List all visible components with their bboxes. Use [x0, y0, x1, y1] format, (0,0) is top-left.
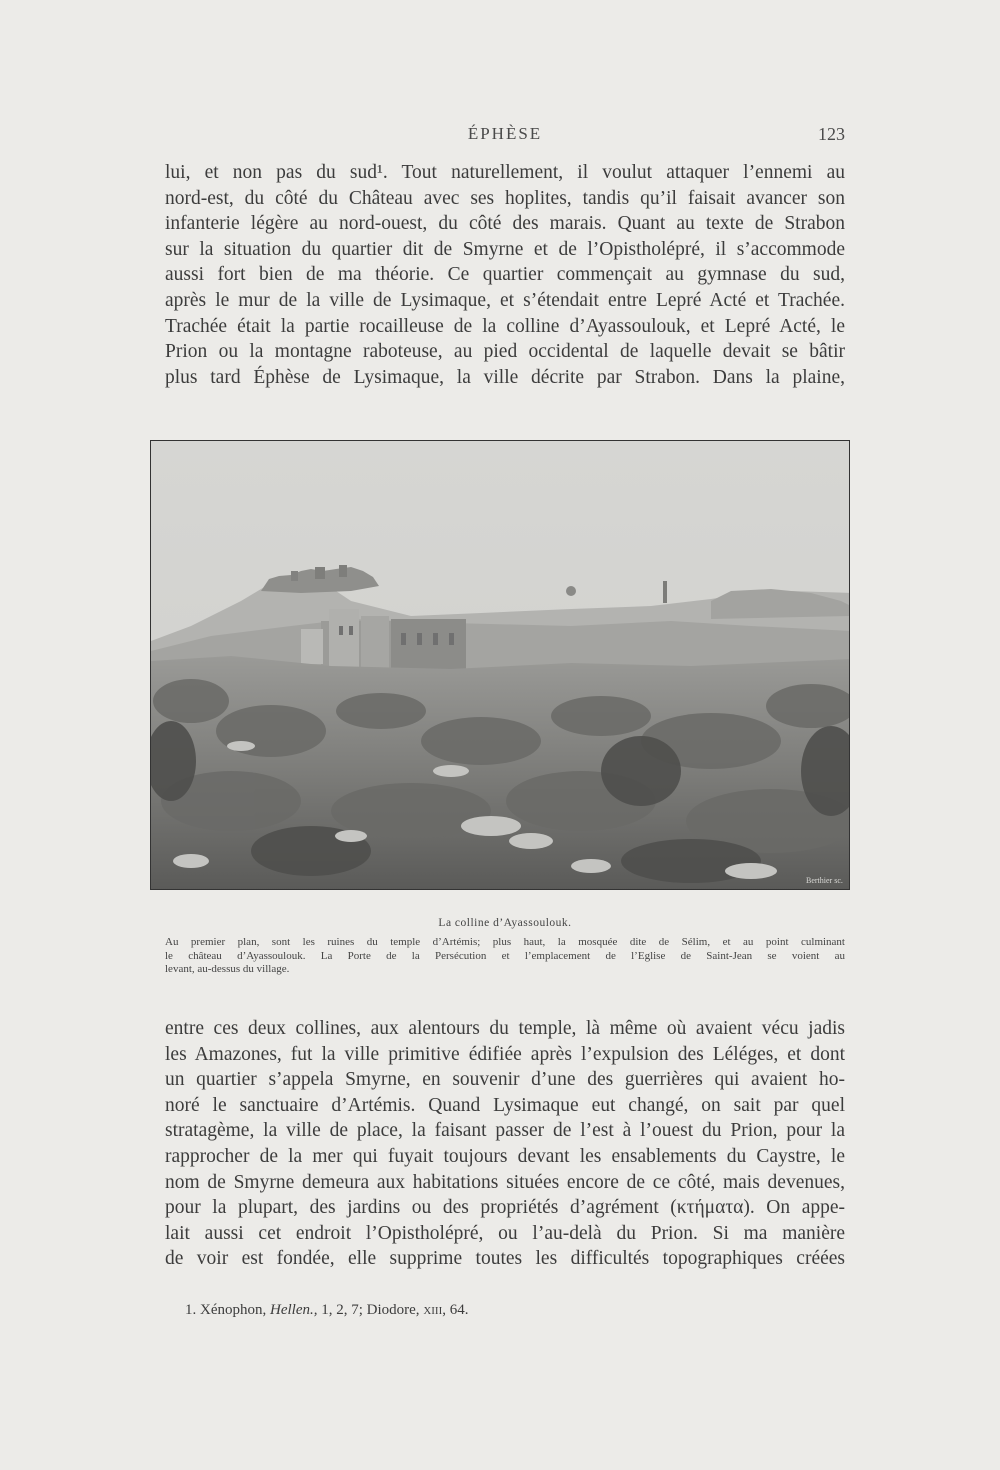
text-line: rapprocher de la mer qui fuyait toujours devant les ensablements du Caystre, le — [165, 1145, 845, 1167]
text-line: stratagème, la ville de place, la faisant passer de l’est à l’ouest du Prion, pour la — [165, 1120, 845, 1142]
paragraph-top — [165, 160, 845, 390]
caption-line: levant, au-dessus du village. — [165, 963, 290, 975]
paragraph-bottom — [165, 1016, 845, 1272]
text-line: aussi fort bien de ma théorie. Ce quartier commençait au gymnase du sud, — [165, 264, 845, 286]
footnote-author-2: Diodore, — [366, 1302, 420, 1318]
footnote-volume: xiii, — [423, 1302, 446, 1318]
footnote-ref: 1, 2, 7; — [321, 1302, 363, 1318]
text-line: Trachée était la partie rocailleuse de la colline d’Ayassoulouk, et Lepré Acté, le — [165, 315, 845, 337]
text-line: les Amazones, fut la ville primitive édifiée après l’expulsion des Léléges, et dont — [165, 1043, 845, 1065]
text-line: entre ces deux collines, aux alentours du temple, là même où avaient vécu jadis — [165, 1018, 845, 1039]
text-line: pour la plupart, des jardins ou des propriétés d’agrément (κτήματα). On appe- — [165, 1197, 845, 1219]
footnote-work: Hellen., — [270, 1302, 318, 1318]
text-line: de voir est fondée, elle supprime toutes les difficultés topographiques créées — [165, 1248, 845, 1270]
text-line: nom de Smyrne demeura aux habitations situées encore de ce côté, mais devenues, — [165, 1171, 845, 1193]
text-line: noré le sanctuaire d’Artémis. Quand Lysimaque eut changé, on sait par quel — [165, 1094, 845, 1116]
text-line: après le mur de la ville de Lysimaque, et s’étendait entre Lepré Acté et Trachée. — [165, 289, 845, 311]
figure-caption-title: La colline d’Ayassoulouk. — [438, 917, 572, 929]
photograph-ayassoulouk-hill — [150, 440, 850, 890]
figure-caption — [165, 936, 845, 977]
text-line: nord-est, du côté du Château avec ses hoplites, tandis qu’il faisait avancer son — [165, 187, 845, 209]
text-line: un quartier s’appela Smyrne, en souvenir d’une des guerrières qui avaient ho- — [165, 1069, 845, 1091]
engraver-credit: Berthier sc. — [806, 876, 843, 885]
running-head — [165, 124, 845, 152]
footnote-author: Xénophon, — [200, 1302, 267, 1318]
footnote-ref-2: 64. — [449, 1302, 469, 1318]
text-line: plus tard Éphèse de Lysimaque, la ville décrite par Strabon. Dans la plaine, — [165, 366, 845, 388]
text-line: infanterie légère au nord-ouest, du côté des marais. Quant au texte de Strabon — [165, 213, 845, 235]
text-line: sur la situation du quartier dit de Smyrne et de l’Opistholépré, il s’accommode — [165, 238, 845, 260]
caption-line: le château d’Ayassoulouk. La Porte de la Persécution et l’emplacement de l’Eglise de Saint-Jean se voient au — [165, 949, 845, 962]
page-number: 123 — [818, 124, 845, 144]
running-title: ÉPHÈSE — [467, 124, 543, 143]
footnote-number: 1. — [185, 1302, 197, 1318]
footnote — [185, 1302, 469, 1319]
text-line: lui, et non pas du sud¹. Tout naturellement, il voulut attaquer l’ennemi au — [165, 162, 845, 183]
text-line: lait aussi cet endroit l’Opistholépré, ou l’au-delà du Prion. Si ma manière — [165, 1222, 845, 1244]
caption-line: Au premier plan, sont les ruines du temple d’Artémis; plus haut, la mosquée dite de Sélim, et au point culminant — [165, 936, 845, 948]
text-line: Prion ou la montagne raboteuse, au pied occidental de laquelle devait se bâtir — [165, 341, 845, 363]
